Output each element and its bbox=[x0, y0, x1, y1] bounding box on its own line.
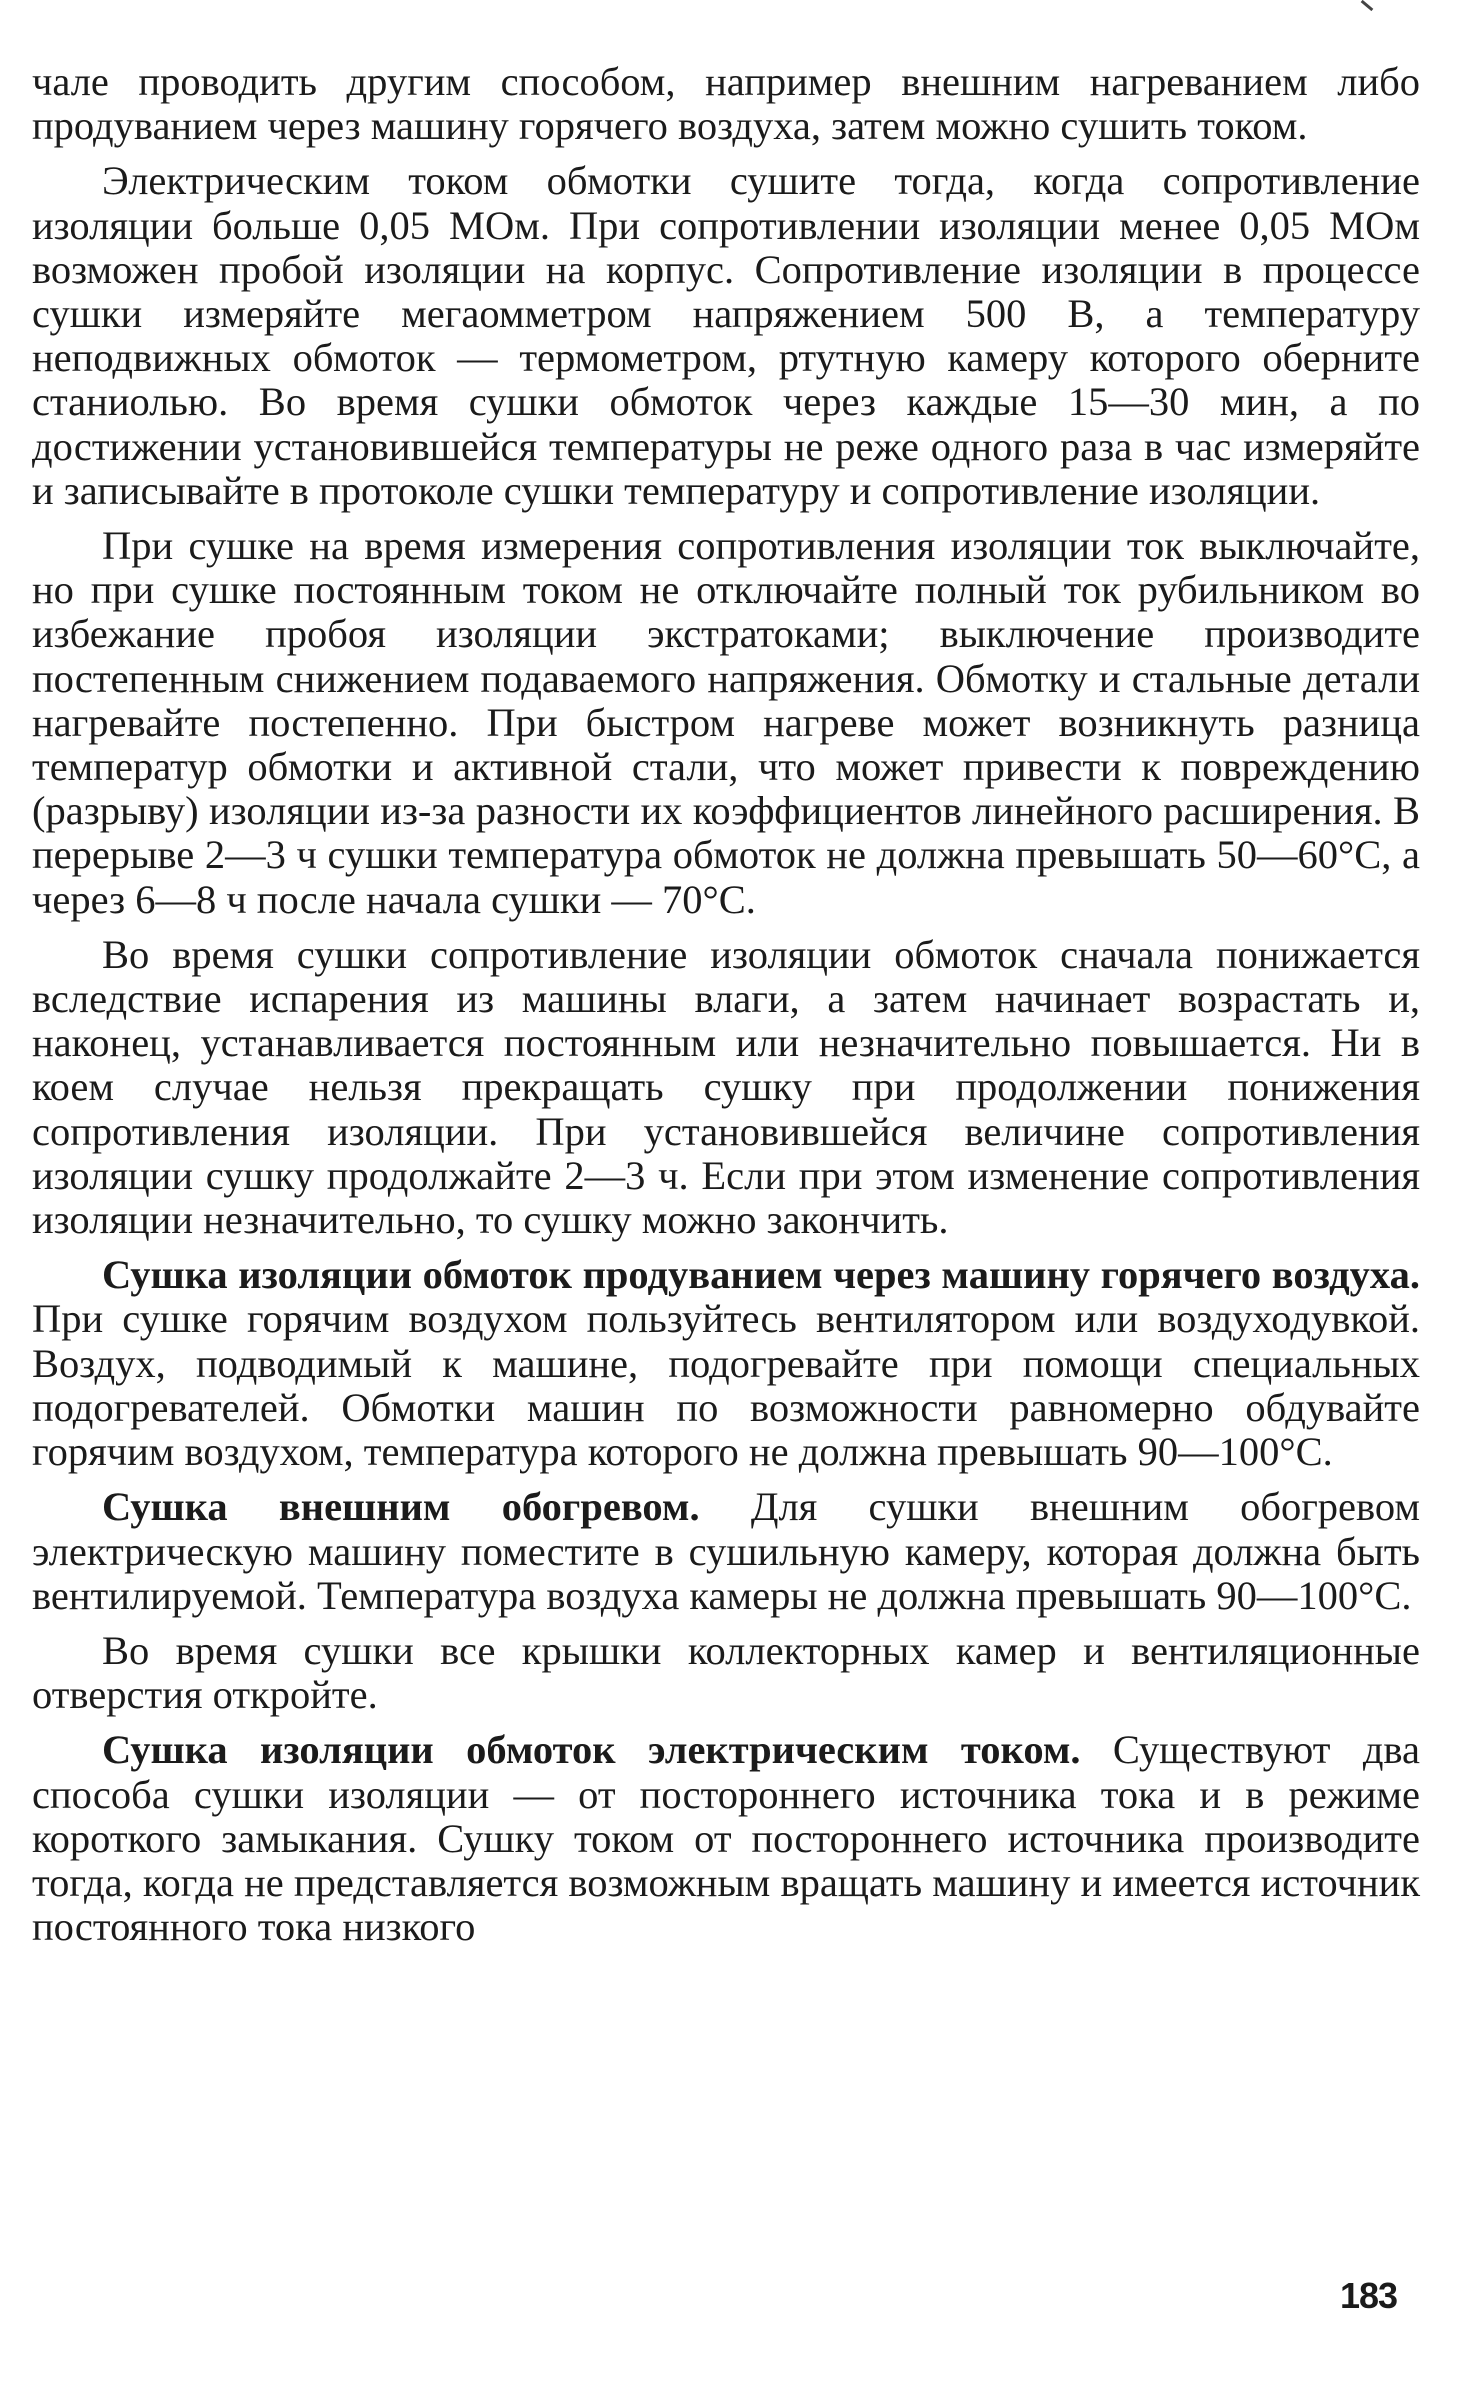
paragraph-current-switching bbox=[32, 524, 1420, 922]
paragraph-text: Электрическим током обмотки сушите тогда, когда сопротивление изоляции больше 0,05 МОм. При сопротивлении изоляции менее 0,05 МОм возможен пробой изоляции на корпус. Сопротивление изоляции в процессе сушки измеряйте мегаомметром напряжением 500 В, а температуру неподвижных обмоток — термометром, ртутную камеру которого оберните станиолью. Во время сушки обмоток через каждые 15—30 мин, а по достижении установившейся температуры не реже одного раза в час измеряйте и записывайте в протоколе сушки температуру и сопротивление изоляции. bbox=[32, 158, 1420, 513]
scan-mark bbox=[1361, 0, 1374, 11]
paragraph-text: При сушке горячим воздухом пользуйтесь вентилятором или воздуходувкой. Воздух, подводимый к машине, подогревайте при помощи специальных подогревателей. Обмотки машин по возможности равномерно обдувайте горячим воздухом, температура которого не должна превышать 90—100°С. bbox=[32, 1296, 1420, 1475]
paragraph-electric-drying bbox=[32, 159, 1420, 513]
page-body bbox=[32, 60, 1420, 2360]
paragraph-text: Существуют два способа сушки изоляции — от постороннего источника тока и в режиме короткого замыкания. Сушку током от постороннего источника производите тогда, когда не представляется возможным вращать машину и имеется источник постоянного тока низкого bbox=[32, 1727, 1420, 1950]
paragraph-resistance-change bbox=[32, 933, 1420, 1242]
paragraph-text: Для сушки внешним обогревом электрическую машину поместите в сушильную камеру, которая должна быть вентилируемой. Температура воздуха камеры не должна превышать 90—100°С. bbox=[32, 1484, 1420, 1618]
section-heading: Сушка изоляции обмоток продуванием через машину горячего воздуха. bbox=[102, 1252, 1420, 1298]
section-heading: Сушка внешним обогревом. bbox=[102, 1484, 700, 1530]
paragraph-text: Во время сушки сопротивление изоляции обмоток сначала понижается вследствие испарения из машины влаги, а затем начинает возрастать и, наконец, устанавливается постоянным или незначительно повышается. Ни в коем случае нельзя прекращать сушку при продолжении понижения сопротивления изоляции. При установившейся величине сопротивления изоляции сушку продолжайте 2—3 ч. Если при этом изменение сопротивления изоляции незначительно, то сушку можно закончить. bbox=[32, 931, 1420, 1243]
paragraph-external-heating bbox=[32, 1485, 1420, 1618]
paragraph-text: чале проводить другим способом, например внешним нагреванием либо продуванием через машину горячего воздуха, затем можно сушить током. bbox=[32, 59, 1420, 149]
paragraph-electric-current-drying bbox=[32, 1728, 1420, 1949]
paragraph-text: Во время сушки все крышки коллекторных камер и вентиляционные отверстия откройте. bbox=[32, 1627, 1420, 1718]
paragraph-text: При сушке на время измерения сопротивления изоляции ток выключайте, но при сушке постоянным током не отключайте полный ток рубильником во избежание пробоя изоляции экстратоками; выключение производите постепенным снижением подаваемого напряжения. Обмотку и стальные детали нагревайте постепенно. При быстром нагреве может возникнуть разница температур обмотки и активной стали, что может привести к повреждению (разрыву) изоляции из-за разности их коэффициентов линейного расширения. В перерыве 2—3 ч сушки температура обмоток не должна превышать 50—60°С, а через 6—8 ч после начала сушки — 70°С. bbox=[32, 523, 1420, 922]
paragraph-continuation bbox=[32, 60, 1420, 148]
page-number: 183 bbox=[1340, 2275, 1398, 2316]
paragraph-hot-air-drying bbox=[32, 1253, 1420, 1474]
paragraph-open-covers bbox=[32, 1629, 1420, 1717]
section-heading: Сушка изоляции обмоток электрическим током. bbox=[102, 1727, 1081, 1773]
